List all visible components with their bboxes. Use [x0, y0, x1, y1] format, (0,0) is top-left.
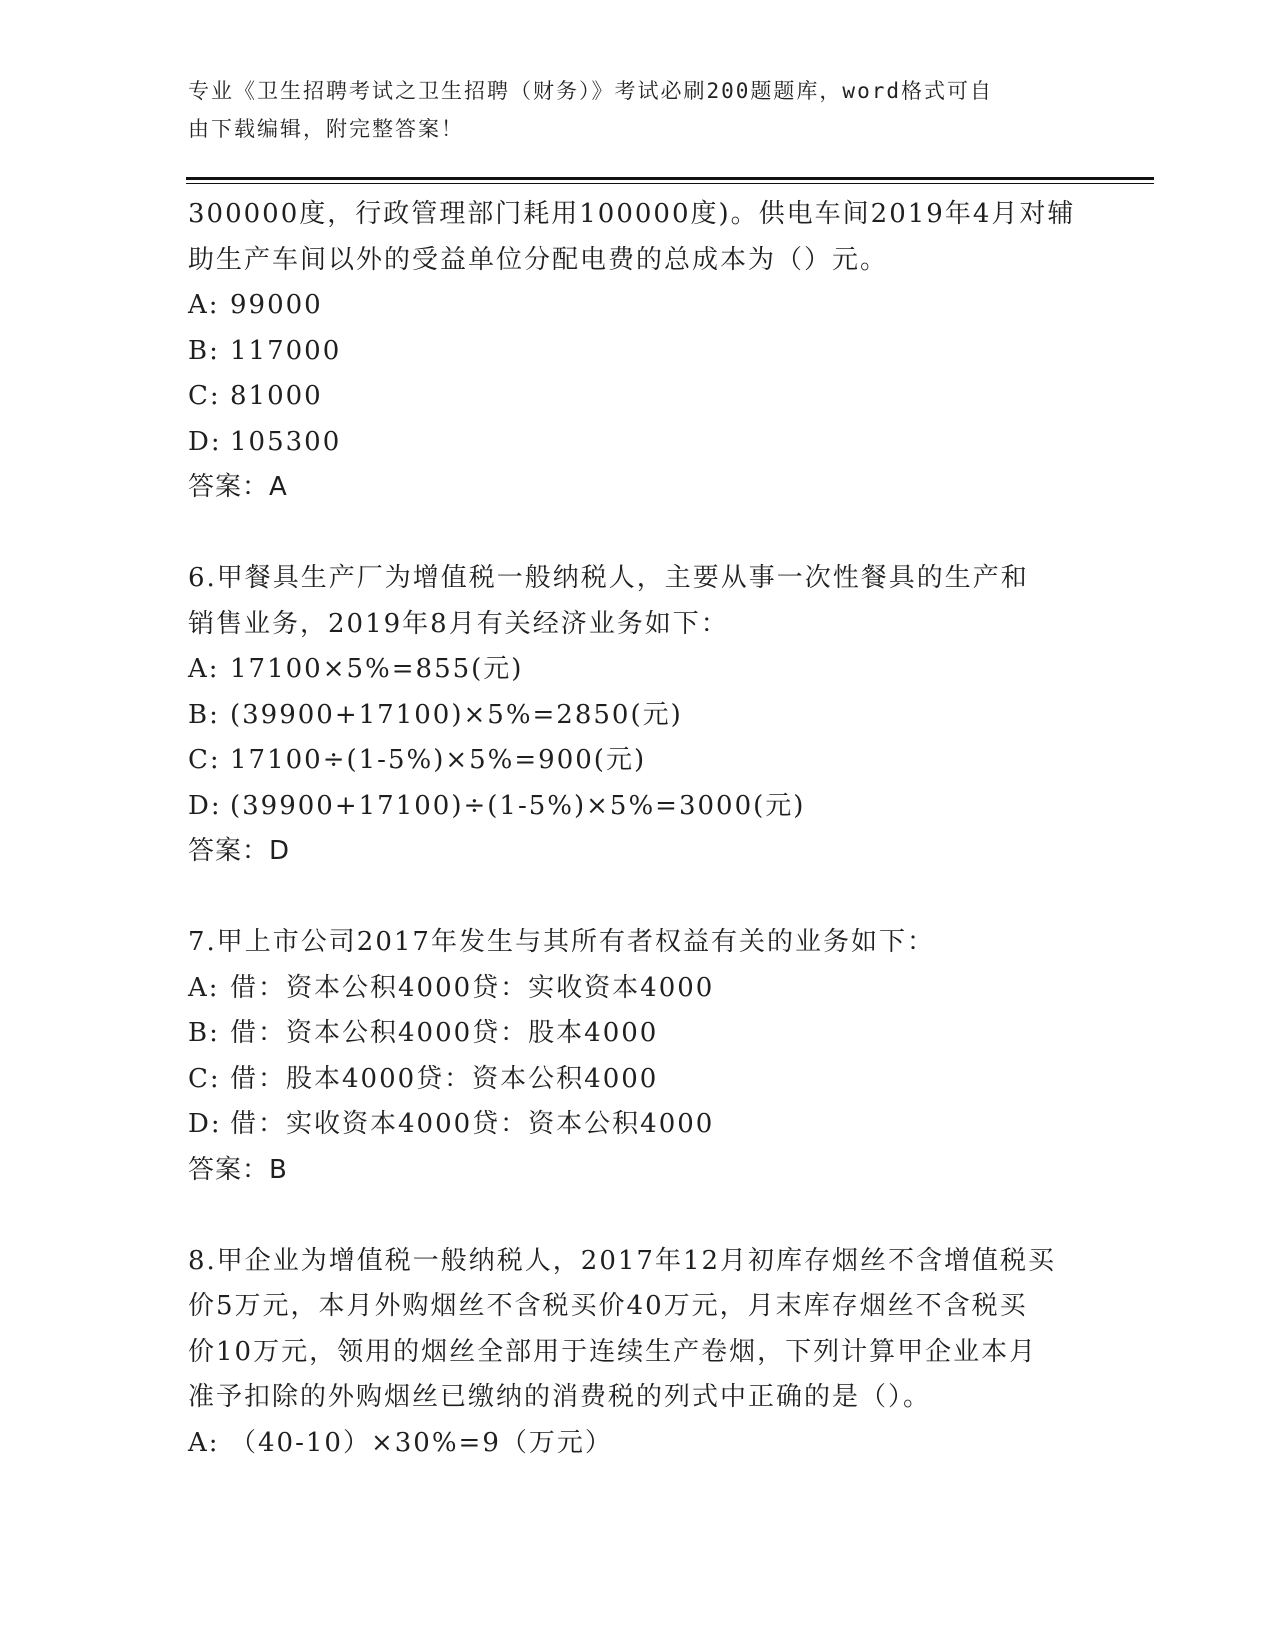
option-a — [188, 647, 1118, 693]
option-d — [188, 1102, 1118, 1148]
option-label: B: — [188, 1018, 220, 1048]
option-a — [188, 283, 1118, 329]
question-stem-line: 准予扣除的外购烟丝已缴纳的消费税的列式中正确的是（）。 — [188, 1382, 932, 1412]
option-text: （40-10）×30%=9（万元） — [230, 1427, 613, 1458]
option-label: A: — [188, 290, 220, 320]
question-stem-line: 8.甲企业为增值税一般纳税人，2017年12月初库存烟丝不含增值税买 — [188, 1245, 1057, 1276]
header-line-1: 专业《卫生招聘考试之卫生招聘（财务）》考试必刷200题题库，word格式可自 — [188, 79, 993, 103]
option-label: C: — [188, 381, 221, 411]
option-label: D: — [188, 1109, 222, 1139]
option-text: 17100×5%=855(元) — [230, 654, 524, 684]
question-stem-line: 6.甲餐具生产厂为增值税一般纳税人，主要从事一次性餐具的生产和 — [188, 563, 1029, 593]
option-text: 117000 — [230, 335, 342, 366]
option-label: A: — [188, 972, 220, 1003]
option-text: 17100÷(1-5%)×5%=900(元) — [230, 745, 647, 775]
option-text: 99000 — [230, 290, 323, 320]
option-label: D: — [188, 426, 222, 457]
option-b — [188, 329, 1118, 375]
question-stem-line: 助生产车间以外的受益单位分配电费的总成本为（）元。 — [188, 244, 889, 275]
spacer — [188, 875, 1118, 921]
option-text: 81000 — [230, 381, 323, 411]
option-text: 105300 — [230, 426, 342, 457]
document-body — [188, 192, 1118, 1466]
option-d — [188, 784, 1118, 830]
answer-line: 答案：B — [188, 1154, 288, 1185]
answer-line: 答案：D — [188, 836, 291, 866]
question-stem-line: 价10万元，领用的烟丝全部用于连续生产卷烟，下列计算甲企业本月 — [188, 1336, 1038, 1367]
option-a — [188, 966, 1118, 1012]
question-stem-line: 价5万元，本月外购烟丝不含税买价40万元，月末库存烟丝不含税买 — [188, 1291, 1028, 1321]
question-stem-line: 7.甲上市公司2017年发生与其所有者权益有关的业务如下： — [188, 927, 935, 957]
option-label: B: — [188, 699, 220, 730]
option-label: D: — [188, 790, 222, 821]
header-line-2: 由下载编辑，附完整答案！ — [188, 117, 464, 141]
option-label: C: — [188, 745, 221, 775]
question-stem-line: 销售业务，2019年8月有关经济业务如下： — [188, 608, 729, 639]
option-label: C: — [188, 1063, 221, 1094]
spacer — [188, 511, 1118, 557]
option-c — [188, 1057, 1118, 1103]
option-label: B: — [188, 335, 220, 366]
option-a — [188, 1421, 1118, 1467]
answer-line: 答案：A — [188, 472, 288, 502]
option-text: (39900+17100)÷(1-5%)×5%=3000(元) — [230, 790, 806, 821]
option-c — [188, 374, 1118, 420]
option-text: 借：股本4000贷：资本公积4000 — [230, 1063, 659, 1094]
question-6 — [188, 556, 1118, 875]
option-c — [188, 738, 1118, 784]
spacer — [188, 1193, 1118, 1239]
document-header — [188, 72, 1088, 148]
option-text: 借：资本公积4000贷：股本4000 — [230, 1018, 659, 1048]
option-d — [188, 420, 1118, 466]
question-7 — [188, 920, 1118, 1193]
option-b — [188, 1011, 1118, 1057]
header-divider-thin — [186, 183, 1154, 184]
option-text: 借：资本公积4000贷：实收资本4000 — [230, 972, 715, 1003]
option-b — [188, 693, 1118, 739]
header-divider-thick — [186, 177, 1154, 180]
option-text: (39900+17100)×5%=2850(元) — [230, 699, 683, 730]
question-5 — [188, 192, 1118, 511]
option-text: 借：实收资本4000贷：资本公积4000 — [230, 1109, 715, 1139]
question-8 — [188, 1239, 1118, 1467]
option-label: A: — [188, 1427, 220, 1458]
question-stem-line: 300000度，行政管理部门耗用100000度)。供电车间2019年4月对辅 — [188, 199, 1076, 229]
option-label: A: — [188, 654, 220, 684]
